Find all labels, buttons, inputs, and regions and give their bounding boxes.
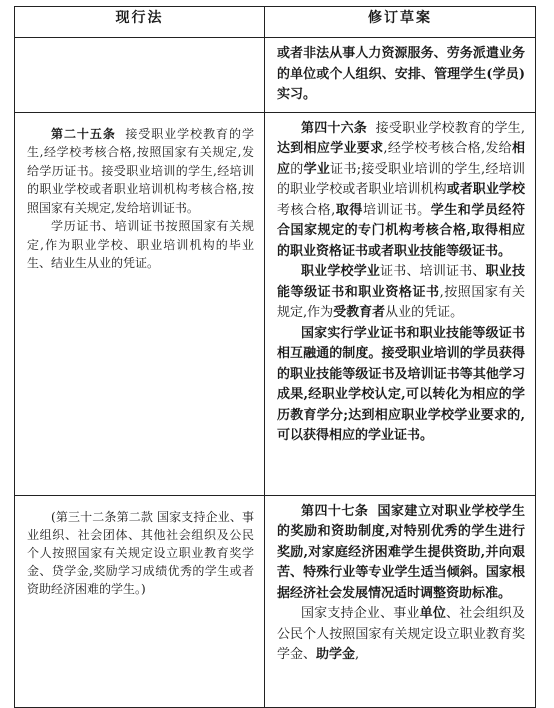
text-run-bold: 单位 [419,606,447,621]
draft-paragraph: 国家实行学业证书和职业技能等级证书相互融通的制度。接受职业培训的学员获得的职业技能等级证书及培训证书等其他学习成果,经职业学校认定,可以转化为相应的学历教育学分;达到相应职业学校学业要求的,可以获得相应的学业证书。 [277,325,525,443]
article-number: 第四十七条 [301,503,369,519]
text-run: ,按照国家有关规定,作为 [277,284,525,320]
text-run: 考核合格, [277,202,336,218]
current-paragraph: 学历证书、培训证书按照国家有关规定,作为职业学校、职业培训机构的毕业生、结业生从业的凭证。 [27,219,254,270]
text-run: , [355,647,360,662]
current-paragraph: (第三十二条第二款 国家支持企业、事业组织、社会团体、其他社会组织及公民个人按照国家有关规定设立职业教育奖学金、贷学金,奖励学习成绩优秀的学生或者资助经济困难的学生。) [27,509,254,596]
table-row [15,112,536,495]
text-run: 证书、培训证书、 [380,264,486,279]
text-run-bold: 或者职业学校 [446,182,525,197]
current-paragraph [27,125,254,218]
table-row [15,495,536,707]
text-run: 、社会组织及公民个人按照国家有关规定设立职业教育奖学金、 [277,606,525,662]
text-run: 证书;接受职业培训的学生,经培训的职业学校或者职业培训机构 [277,161,525,197]
text-run-bold: 职业学校 [301,264,354,279]
draft-cell [265,495,536,707]
text-run-bold: 达到相应学业要求 [277,141,384,156]
header-row [15,7,536,38]
text-run: 国家支持企业、事业 [301,606,420,621]
draft-paragraph [277,262,525,324]
article-text: 接受职业学校教育的学生,经学校考核合格,按照国家有关规定,发给学历证书。接受职业培训的学生,经培训的职业学校或者职业培训机构考核合格,按照国家有关规定,发给培训证书。 [27,126,254,215]
text-run-bold: 学业 [303,161,331,177]
text-run-bold: 国家建立对职业学校学生的奖励和资助制度,对特别优秀的学生进行奖励,对家庭经济困难学生提供资助,并向艰苦、特殊行业等专业学生适当倾斜。国家根据经济社会发展情况适时调整资助标准。 [277,503,525,601]
text-run: ,经学校考核合格,发给 [383,141,512,156]
draft-paragraph [277,119,525,263]
draft-cell [265,38,536,113]
text-run: 培训证书。 [362,202,431,218]
current-cell-empty [15,38,265,113]
text-run: 从业的凭证。 [385,305,464,320]
text-run-bold: 学业 [353,264,381,279]
draft-paragraph: 或者非法从事人力资源服务、劳务派遣业务的单位或个人组织、安排、管理学生(学员)实习。 [277,46,525,102]
draft-paragraph [277,502,525,605]
article-number: 第二十五条 [51,126,116,141]
text-run-bold: 取得 [335,202,363,218]
current-cell [15,112,265,495]
draft-cell [265,112,536,495]
current-cell [15,495,265,707]
article-number: 第四十六条 [301,120,367,136]
text-run: 接受职业学校教育的学生, [375,120,525,136]
draft-paragraph [277,604,525,666]
comparison-table [14,6,536,708]
text-run-bold: 学生和学员经符合国家规定的专门机构考核合格,取得相应的职业资格证书或者职业技能等级证书。 [277,202,525,259]
text-run-bold: 受教育者 [333,305,386,320]
text-run-bold: 相应 [277,141,525,177]
text-run-bold: 助学金 [316,647,356,662]
text-run-bold: 职业技能等级证书和职业资格证书 [277,264,525,300]
header-draft-revision: 修订草案 [265,7,536,38]
table-row [15,38,536,113]
header-current-law: 现行法 [15,7,265,38]
text-run: 的 [290,161,304,177]
